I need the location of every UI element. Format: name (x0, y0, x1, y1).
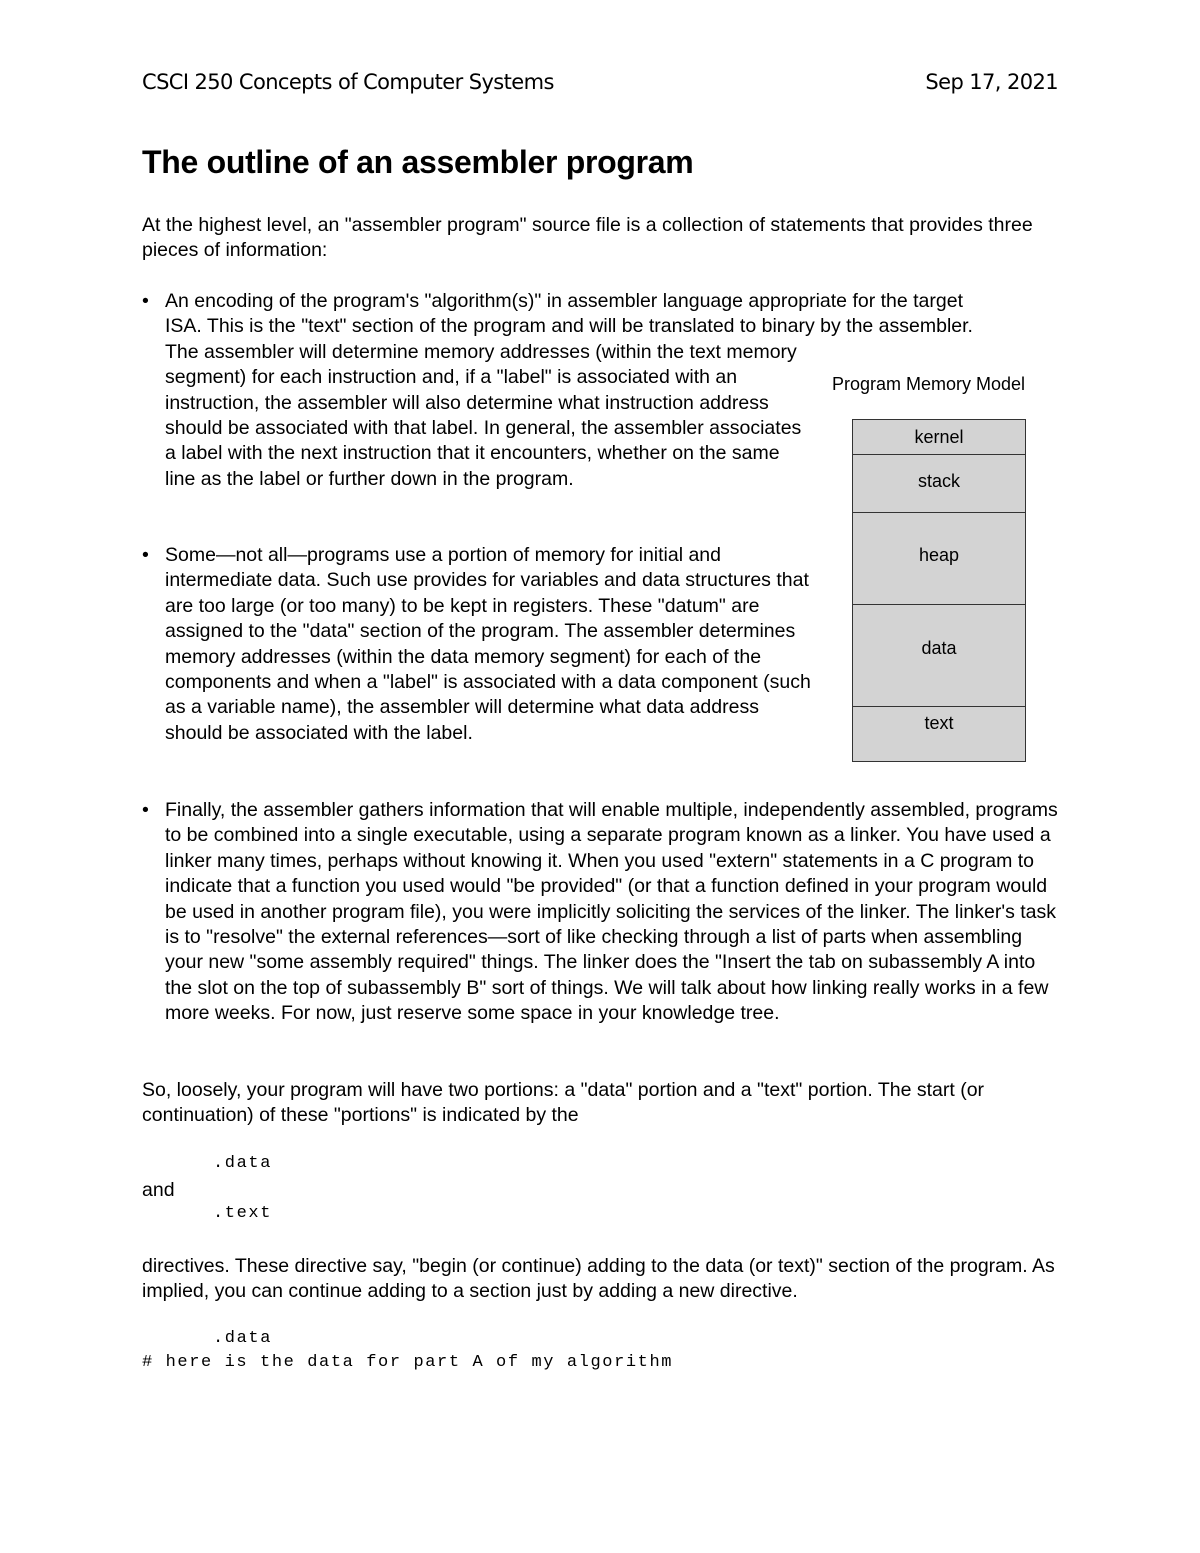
segment-stack: stack (853, 454, 1025, 512)
code-text-directive: .text (213, 1204, 273, 1223)
bullet-marker: • (142, 544, 149, 566)
intro-paragraph: At the highest level, an "assembler program" source file is a collection of statements that provides three pieces of information: (142, 214, 1033, 262)
bullet-text: Some—not all—programs use a portion of memory for initial and intermediate data. Such use provides for variables and data structures that are too large (or too many) to be kept in registers. These "datum" are assigned to the "data" section of the program. The assembler determines memory addresses (within the data memory segment) for each of the components and when a "label" is associated with a data component (such as a variable name), the assembler will determine what data address should be associated with the label. (165, 544, 811, 744)
and-text: and (142, 1179, 175, 1201)
memory-model-diagram (852, 419, 1026, 762)
portions-paragraph: So, loosely, your program will have two portions: a "data" portion and a "text" portion. The start (or continuation) of these "portions" is indicated by the (142, 1079, 985, 1127)
bullet-line: ISA. This is the "text" section of the program and will be translated to binary by the assembler. (165, 315, 973, 338)
bullet-item-data-section (142, 543, 814, 746)
code-comment: # here is the data for part A of my algorithm (142, 1353, 674, 1372)
page-header (142, 70, 1058, 102)
bullet-item-linker (142, 798, 1062, 1027)
bullet-marker: • (142, 290, 149, 312)
directives-paragraph: directives. These directive say, "begin (or continue) adding to the data (or text)" section of the program. As implied, you can continue adding to a section just by adding a new directive. (142, 1255, 1055, 1303)
course-name: CSCI 250 Concepts of Computer Systems (142, 70, 554, 94)
segment-heap: heap (853, 512, 1025, 604)
document-date: Sep 17, 2021 (925, 70, 1058, 94)
bullet-line: An encoding of the program's "algorithm(s)" in assembler language appropriate for the target (165, 290, 964, 312)
bullet-text: The assembler will determine memory addresses (within the text memory segment) for each instruction and, if a "label" is associated with an instruction, the assembler will also determine what instruction address should be associated with that label. In general, the assembler associates a label with the next instruction that it encounters, whether on the same line as the label or further down in the program. (165, 340, 802, 490)
page-title: The outline of an assembler program (142, 144, 694, 180)
segment-data: data (853, 604, 1025, 706)
memory-model-caption: Program Memory Model (832, 374, 1026, 394)
segment-kernel: kernel (914, 427, 964, 447)
bullet-marker: • (142, 799, 149, 821)
segment-text: text (853, 706, 1025, 761)
bullet-text: Finally, the assembler gathers information that will enable multiple, independently assembled, programs to be combined into a single executable, using a separate program known as a linker. You have used a linker many times, perhaps without knowing it. When you used "extern" statements in a C program to indicate that a function you used would "be provided" (or that a function defined in your program would be used in another program file), you were implicitly soliciting the services of the linker. The linker's task is to "resolve" the external references—sort of like checking through a list of parts when assembling your new "some assembly required" things. The linker does the "Insert the tab on subassembly A into the slot on the top of subassembly B" sort of things. We will talk about how linking really works in a few more weeks. For now, just reserve some space in your knowledge tree. (165, 799, 1058, 1025)
code-data-directive-2: .data (213, 1329, 273, 1348)
code-data-directive: .data (213, 1154, 273, 1173)
